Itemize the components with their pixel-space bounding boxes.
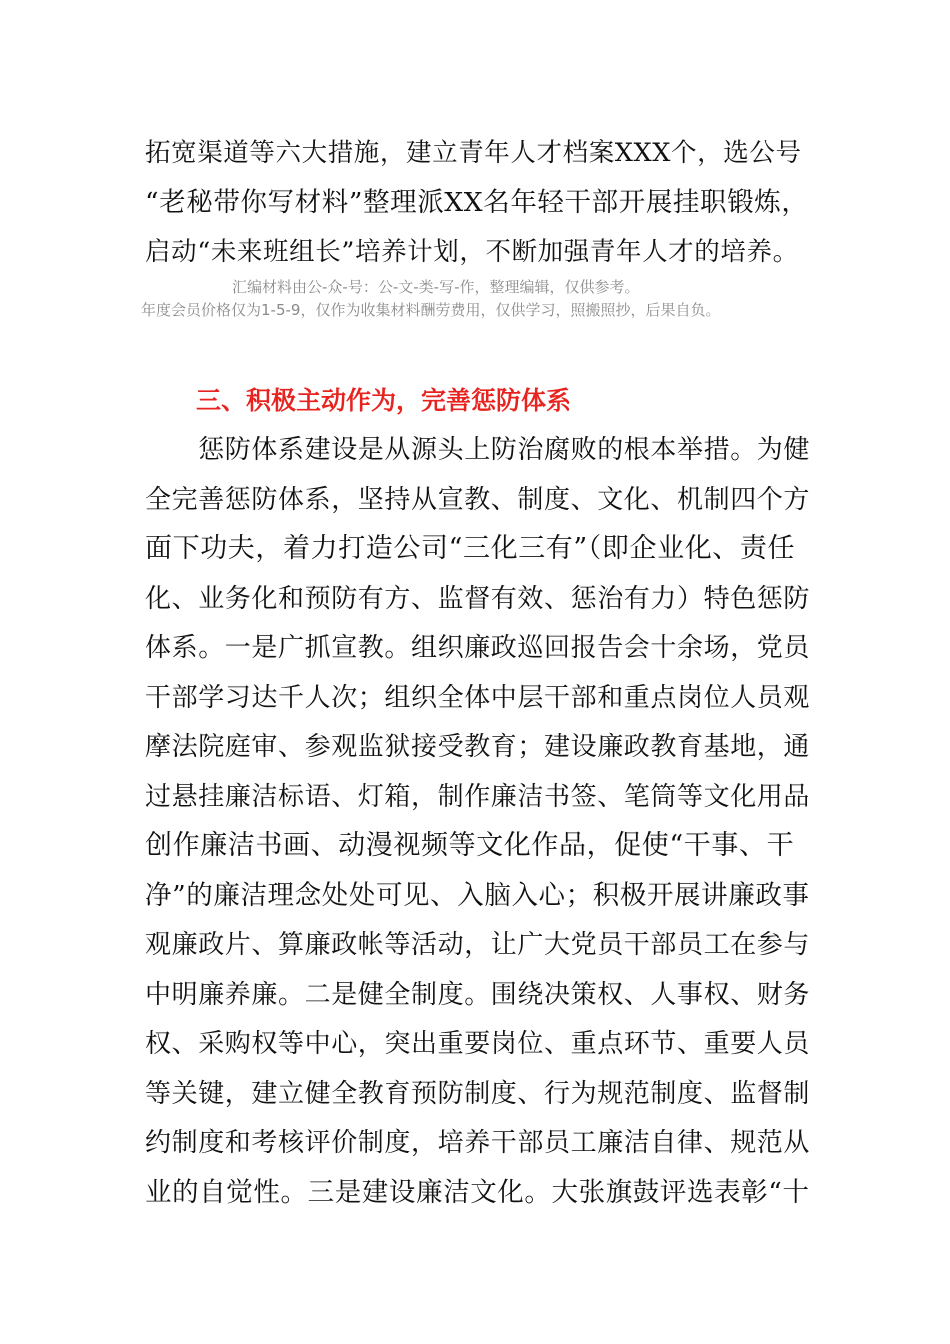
body-line-6: 干部学习达千人次；组织全体中层干部和重点岗位人员观 (145, 683, 811, 713)
body-line-12: 中明廉养廉。二是健全制度。围绕决策权、人事权、财务 (145, 980, 811, 1010)
body-line-5: 体系。一是广抓宣教。组织廉政巡回报告会十余场，党员 (145, 633, 811, 663)
body-line-2: 全完善惩防体系，坚持从宣教、制度、文化、机制四个方 (145, 485, 811, 515)
source-notice: 汇编材料由公-众-号：公-文-类-写-作，整理编辑，仅供参考。 (232, 278, 640, 296)
section-heading: 三、积极主动作为，完善惩防体系 (196, 386, 572, 415)
intro-line-3: 启动“未来班组长”培养计划，不断加强青年人才的培养。 (145, 237, 799, 267)
body-line-9: 创作廉洁书画、动漫视频等文化作品，促使“干事、干 (145, 830, 795, 861)
body-line-4: 化、业务化和预防有方、监督有效、惩治有力）特色惩防 (145, 584, 811, 614)
intro-line-2: “老秘带你写材料”整理派XX名年轻干部开展挂职锻炼， (145, 187, 809, 218)
membership-notice: 年度会员价格仅为1-5-9，仅作为收集材料酬劳费用，仅供学习，照搬照抄，后果自负。 (141, 301, 721, 319)
body-line-3: 面下功夫，着力打造公司“三化三有”（即企业化、责任 (145, 533, 796, 564)
body-line-14: 等关键，建立健全教育预防制度、行为规范制度、监督制 (145, 1079, 811, 1109)
body-line-1: 惩防体系建设是从源头上防治腐败的根本举措。为健 (145, 435, 811, 465)
body-line-16: 业的自觉性。三是建设廉洁文化。大张旗鼓评选表彰“十 (145, 1177, 810, 1208)
body-line-10: 净”的廉洁理念处处可见、入脑入心；积极开展讲廉政事 (145, 880, 810, 911)
intro-line-1: 拓宽渠道等六大措施，建立青年人才档案XXX个，选公号 (145, 138, 802, 168)
body-line-7: 摩法院庭审、参观监狱接受教育；建设廉政教育基地，通 (145, 732, 811, 762)
body-line-11: 观廉政片、算廉政帐等活动，让广大党员干部员工在参与 (145, 930, 811, 960)
body-line-15: 约制度和考核评价制度，培养干部员工廉洁自律、规范从 (145, 1128, 811, 1158)
body-line-8: 过悬挂廉洁标语、灯箱，制作廉洁书签、笔筒等文化用品 (145, 782, 811, 812)
body-line-13: 权、采购权等中心，突出重要岗位、重点环节、重要人员 (145, 1029, 811, 1059)
